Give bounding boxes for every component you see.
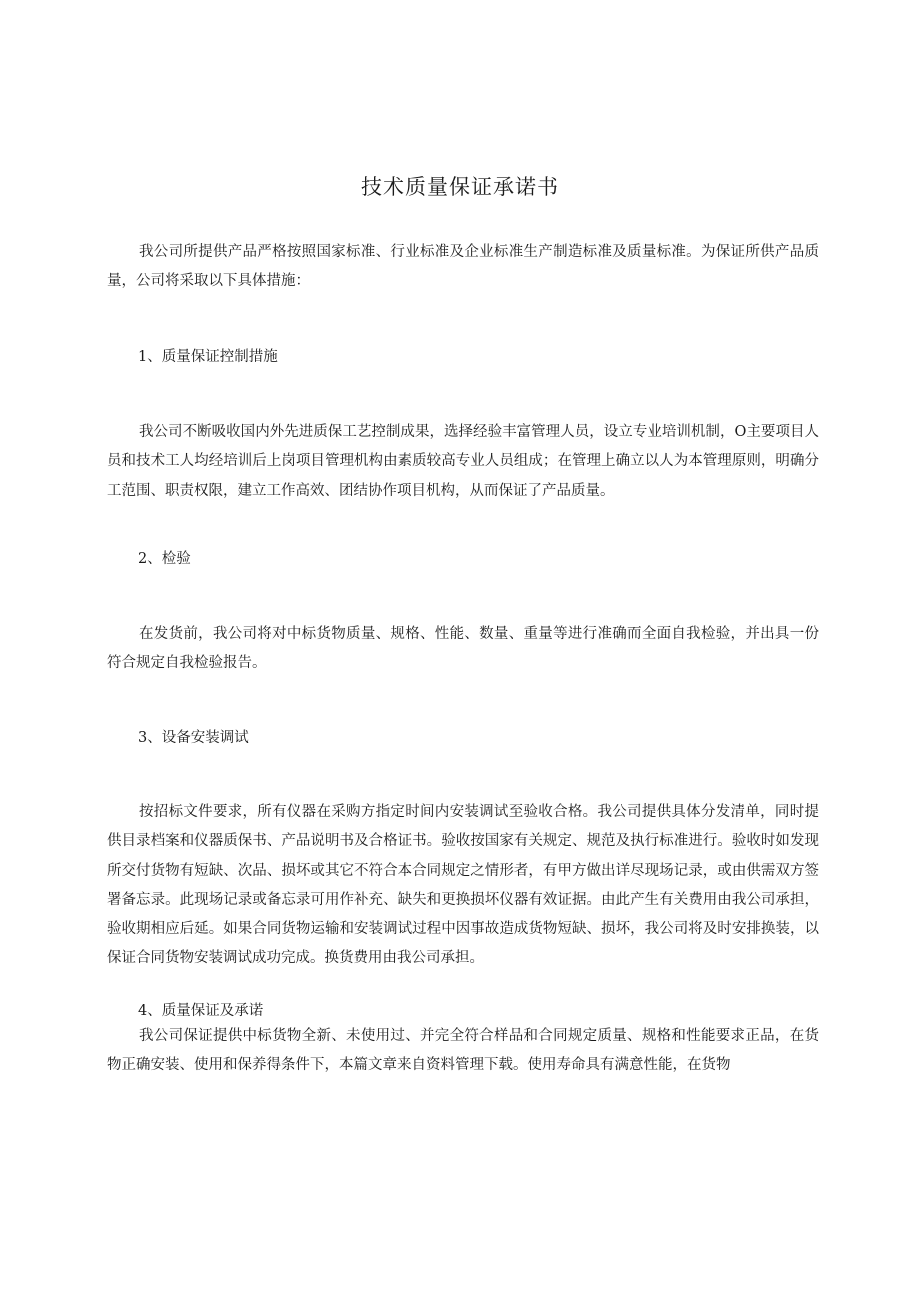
section-2-heading: 2、检验	[138, 551, 191, 567]
section-4-body: 我公司保证提供中标货物全新、未使用过、并完全符合样品和合同规定质量、规格和性能要求正品，在货物正确安装、使用和保养得条件下，本篇文章来自资料管理下载。使用寿命具有满意性能，在货物	[107, 1028, 819, 1074]
section-4-heading: 4、质量保证及承诺	[138, 1003, 264, 1019]
section-3-heading: 3、设备安装调试	[138, 730, 249, 746]
section-1-body: 我公司不断吸收国内外先进质保工艺控制成果，选择经验丰富管理人员，设立专业培训机制，O主要项目人员和技术工人均经培训后上岗项目管理机构由素质较高专业人员组成；在管理上确立以人为本管理原则，明确分工范围、职责权限，建立工作高效、团结协作项目机构，从而保证了产品质量。	[107, 424, 819, 499]
document-title: 技术质量保证承诺书	[361, 175, 559, 199]
section-2-body: 在发货前，我公司将对中标货物质量、规格、性能、数量、重量等进行准确而全面自我检验，并出具一份符合规定自我检验报告。	[107, 626, 819, 672]
section-3-body: 按招标文件要求，所有仪器在采购方指定时间内安装调试至验收合格。我公司提供具体分发清单，同时提供目录档案和仪器质保书、产品说明书及合格证书。验收按国家有关规定、规范及执行标准进行。验收时如发现所交付货物有短缺、次品、损坏或其它不符合本合同规定之情形者，有甲方做出详尽现场记录，或由供需双方签署备忘录。此现场记录或备忘录可用作补充、缺失和更换损坏仪器有效证据。由此产生有关费用由我公司承担，验收期相应后延。如果合同货物运输和安装调试过程中因事故造成货物短缺、损坏，我公司将及时安排换装，以保证合同货物安装调试成功完成。换货费用由我公司承担。	[107, 804, 819, 967]
section-1-heading: 1、质量保证控制措施	[138, 349, 278, 365]
intro-paragraph: 我公司所提供产品严格按照国家标准、行业标准及企业标准生产制造标准及质量标准。为保证所供产品质量，公司将采取以下具体措施：	[107, 244, 819, 290]
